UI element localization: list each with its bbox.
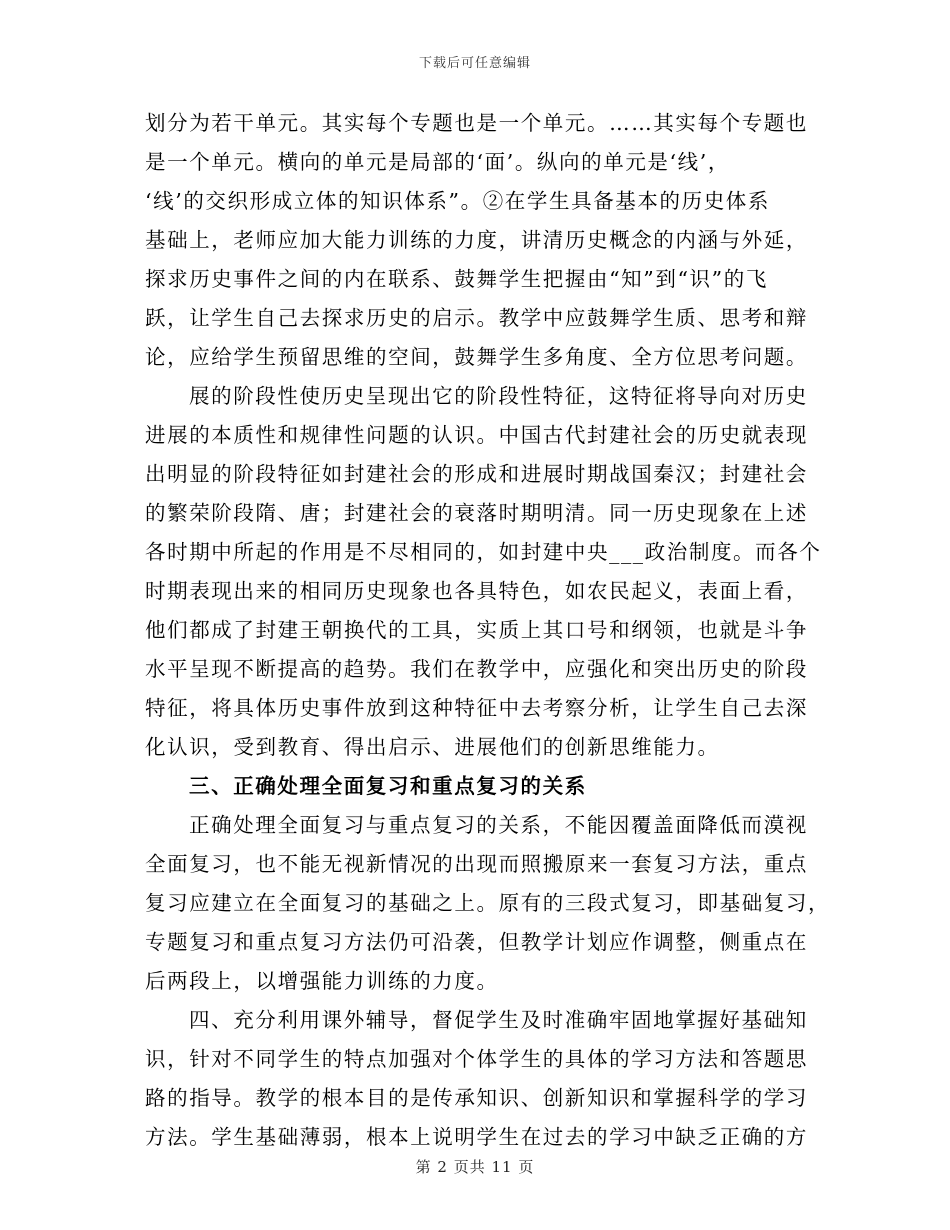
text-line: 正确处理全面复习与重点复习的关系，不能因覆盖面降低而漠视 bbox=[189, 813, 808, 837]
text-line: 全面复习，也不能无视新情况的出现而照搬原来一套复习方法，重点 bbox=[145, 852, 808, 876]
text-line: 进展的本质性和规律性问题的认识。中国古代封建社会的历史就表现 bbox=[145, 423, 808, 447]
text-line: 时期表现出来的相同历史现象也各具特色，如农民起义，表面上看， bbox=[145, 579, 808, 603]
text-line: 复习应建立在全面复习的基础之上。原有的三段式复习，即基础复习， bbox=[145, 891, 831, 915]
text-line: 后两段上，以增强能力训练的力度。 bbox=[145, 969, 499, 993]
section-heading bbox=[145, 767, 805, 806]
paragraph-1 bbox=[145, 104, 808, 377]
text-line: 化认识，受到教育、得出启示、进展他们的创新思维能力。 bbox=[145, 735, 720, 759]
page-number: 第 2 页共 11 页 bbox=[415, 1158, 535, 1176]
text-line: 跃，让学生自己去探求历史的启示。教学中应鼓舞学生质、思考和辩 bbox=[145, 306, 808, 330]
text-line: 他们都成了封建王朝换代的工具，实质上其口号和纲领，也就是斗争 bbox=[145, 618, 808, 642]
text-line: 探求历史事件之间的内在联系、鼓舞学生把握由“知”到“识”的飞 bbox=[145, 267, 768, 291]
text-line: 四、充分利用课外辅导，督促学生及时准确牢固地掌握好基础知 bbox=[189, 1008, 808, 1032]
text-line: 路的指导。教学的根本目的是传承知识、创新知识和掌握科学的学习 bbox=[145, 1086, 808, 1110]
text-line: ‘线’的交织形成立体的知识体系”。②在学生具备基本的历史体系 bbox=[145, 189, 771, 213]
paragraph-4 bbox=[145, 1001, 808, 1157]
text-line: 识，针对不同学生的特点加强对个体学生的具体的学习方法和答题思 bbox=[145, 1047, 808, 1071]
text-line: 划分为若干单元。其实每个专题也是一个单元。……其实每个专题也 bbox=[145, 111, 808, 135]
paragraph-3 bbox=[145, 806, 831, 1001]
document-body bbox=[145, 104, 831, 1157]
text-line: 论，应给学生预留思维的空间，鼓舞学生多角度、全方位思考问题。 bbox=[145, 345, 808, 369]
text-line: 方法。学生基础薄弱，根本上说明学生在过去的学习中缺乏正确的方 bbox=[145, 1125, 808, 1149]
text-line: 是一个单元。横向的单元是局部的‘面’。纵向的单元是‘线’， bbox=[145, 150, 730, 174]
paragraph-2 bbox=[145, 377, 822, 767]
text-line: 特征，将具体历史事件放到这种特征中去考察分析，让学生自己去深 bbox=[145, 696, 808, 720]
text-line: 的繁荣阶段隋、唐；封建社会的衰落时期明清。同一历史现象在上述 bbox=[145, 501, 808, 525]
page-header: 下载后可任意编辑 bbox=[418, 56, 531, 71]
text-line: 专题复习和重点复习方法仍可沿袭，但教学计划应作调整，侧重点在 bbox=[145, 930, 808, 954]
text-line: 基础上，老师应加大能力训练的力度，讲清历史概念的内涵与外延， bbox=[145, 228, 808, 252]
text-line: 水平呈现不断提高的趋势。我们在教学中，应强化和突出历史的阶段 bbox=[145, 657, 808, 681]
heading-text: 三、正确处理全面复习和重点复习的关系 bbox=[189, 774, 587, 798]
text-line: 出明显的阶段特征如封建社会的形成和进展时期战国秦汉；封建社会 bbox=[145, 462, 808, 486]
text-line: 各时期中所起的作用是不尽相同的，如封建中央___政治制度。而各个 bbox=[145, 540, 822, 564]
text-line: 展的阶段性使历史呈现出它的阶段性特征，这特征将导向对历史 bbox=[189, 384, 808, 408]
